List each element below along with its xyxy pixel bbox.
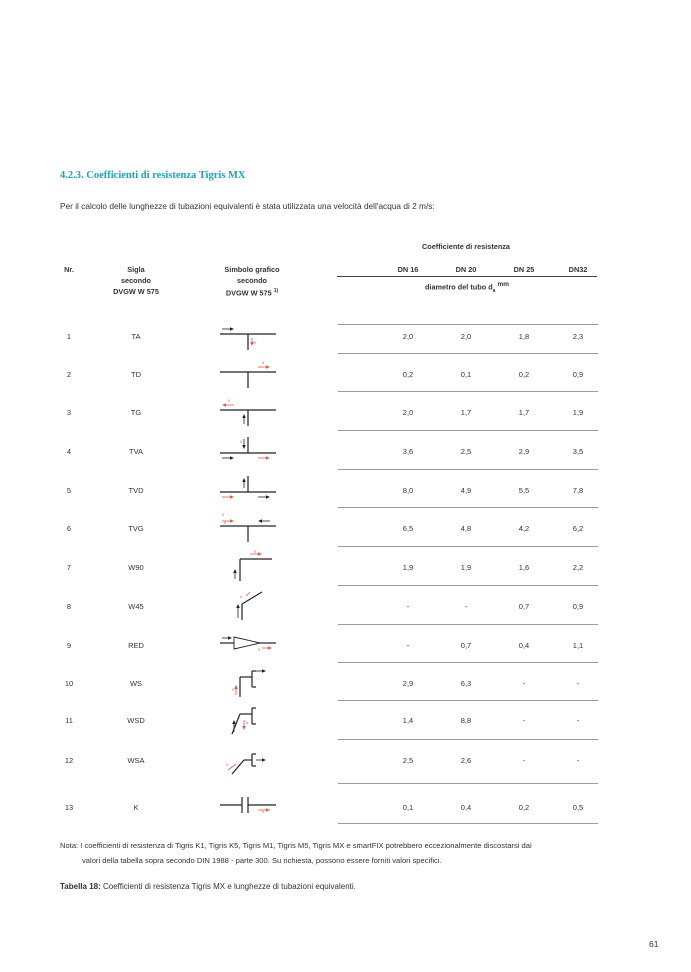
col-header-sigla-line: Sigla — [127, 265, 145, 274]
row-number: 11 — [65, 716, 73, 725]
col-header-symbol-line — [210, 286, 294, 298]
row-value-dn-0: 1,9 — [402, 563, 414, 572]
row-value-dn-3: 3,5 — [572, 447, 584, 456]
row-value-dn-0: 2,0 — [402, 408, 414, 417]
row-value-dn-1: - — [464, 602, 468, 611]
row-sigla: TVD — [128, 486, 144, 495]
row-value-dn-2: - — [522, 716, 526, 725]
row-divider — [338, 823, 598, 824]
col-header-dn25: DN 25 — [513, 265, 535, 274]
row-value-dn-1: 2,5 — [460, 447, 472, 456]
row-sigla: RED — [128, 641, 144, 650]
row-value-dn-0: 3,6 — [402, 447, 414, 456]
row-value-dn-1: 2,6 — [460, 756, 472, 765]
row-value-dn-2: 0,2 — [518, 803, 530, 812]
fitting-symbol-ta — [218, 320, 278, 350]
col-header-symbol-line: Simbolo grafico — [224, 265, 280, 274]
row-value-dn-2: - — [522, 679, 526, 688]
row-value-dn-3: 7,8 — [572, 486, 584, 495]
section-title: 4.2.3. Coefficienti di resistenza Tigris MX — [60, 170, 246, 181]
row-value-dn-0: 2,0 — [402, 332, 414, 341]
row-value-dn-0: 2,5 — [402, 756, 414, 765]
row-divider — [338, 469, 598, 470]
diameter-unit: mm — [497, 281, 510, 288]
row-value-dn-1: 4,9 — [460, 486, 472, 495]
fitting-symbol-w45 — [218, 590, 278, 620]
diameter-subscript: a — [492, 287, 496, 294]
row-divider — [338, 783, 598, 784]
row-value-dn-1: 1,7 — [460, 408, 472, 417]
row-value-dn-1: 0,7 — [460, 641, 472, 650]
col-header-sigla-line: DVGW W 575 — [113, 287, 159, 296]
row-number: 13 — [64, 803, 74, 812]
row-value-dn-0: - — [406, 602, 410, 611]
svg-text:v: v — [228, 398, 231, 403]
row-value-dn-2: 0,4 — [518, 641, 530, 650]
row-divider — [338, 739, 598, 740]
row-value-dn-0: 0,1 — [402, 803, 414, 812]
row-sigla: TG — [130, 408, 142, 417]
note — [60, 838, 635, 868]
row-value-dn-3: 1,9 — [572, 408, 584, 417]
row-sigla: TVA — [128, 447, 144, 456]
fitting-symbol-tvd — [218, 474, 278, 504]
row-value-dn-2: 1,6 — [518, 563, 530, 572]
svg-text:v: v — [240, 439, 243, 444]
fitting-symbol-tvg — [218, 512, 278, 542]
svg-text:v: v — [254, 549, 257, 554]
row-number: 1 — [66, 332, 72, 341]
fitting-symbol-wsd — [218, 704, 278, 734]
fitting-symbol-w90 — [218, 551, 278, 581]
fitting-symbol-td — [218, 358, 278, 388]
diameter-label — [337, 279, 597, 297]
fitting-symbol-wsa — [218, 744, 278, 774]
row-value-dn-1: 2,0 — [460, 332, 472, 341]
col-header-dn20: DN 20 — [455, 265, 477, 274]
row-value-dn-2: 1,8 — [518, 332, 530, 341]
row-sigla: K — [133, 803, 139, 812]
row-sigla: WSD — [127, 716, 145, 725]
row-divider — [338, 546, 598, 547]
row-number: 12 — [64, 756, 74, 765]
row-sigla: W90 — [128, 563, 144, 572]
row-value-dn-3: 0,9 — [572, 602, 584, 611]
row-value-dn-1: 0,1 — [460, 370, 472, 379]
fitting-symbol-red — [218, 629, 278, 659]
fitting-symbol-tg — [218, 396, 278, 426]
row-value-dn-3: - — [576, 716, 580, 725]
row-value-dn-0: - — [406, 641, 410, 650]
row-value-dn-2: 0,7 — [518, 602, 530, 611]
row-value-dn-2: 4,2 — [518, 524, 530, 533]
fitting-symbol-k — [218, 791, 278, 821]
col-header-dn16: DN 16 — [397, 265, 419, 274]
col-header-symbol — [210, 264, 294, 298]
svg-text:v: v — [222, 512, 225, 517]
header-bottom-line — [338, 324, 598, 325]
row-value-dn-0: 6,5 — [402, 524, 414, 533]
fitting-symbol-ws — [218, 667, 278, 697]
row-value-dn-0: 8,0 — [402, 486, 414, 495]
row-number: 6 — [66, 524, 72, 533]
row-value-dn-1: 0,4 — [460, 803, 472, 812]
row-number: 2 — [66, 370, 72, 379]
row-divider — [338, 700, 598, 701]
col-header-symbol-line: secondo — [236, 276, 267, 285]
row-number: 5 — [66, 486, 72, 495]
row-sigla: W45 — [128, 602, 144, 611]
row-value-dn-3: 1,1 — [572, 641, 584, 650]
row-number: 4 — [66, 447, 72, 456]
intro-text: Per il calcolo delle lunghezze di tubazioni equivalenti è stata utilizzata una velocità dell'acqua di 2 m/s: — [60, 201, 435, 211]
row-divider — [338, 391, 598, 392]
row-value-dn-3: 2,3 — [572, 332, 584, 341]
row-divider — [338, 507, 598, 508]
row-value-dn-2: 2,9 — [518, 447, 530, 456]
row-number: 3 — [66, 408, 72, 417]
row-value-dn-2: 5,5 — [518, 486, 530, 495]
row-value-dn-1: 6,3 — [460, 679, 472, 688]
row-value-dn-3: 0,5 — [572, 803, 584, 812]
row-sigla: TA — [131, 332, 141, 341]
row-value-dn-3: 2,2 — [572, 563, 584, 572]
caption-text: Coefficienti di resistenza Tigris MX e lunghezze di tubazioni equivalenti. — [100, 882, 356, 891]
page-number: 61 — [649, 939, 659, 949]
diameter-label-text: diametro del tubo d — [424, 282, 493, 292]
row-value-dn-2: 0,2 — [518, 370, 530, 379]
row-value-dn-0: 2,9 — [402, 679, 414, 688]
row-sigla: TVG — [128, 524, 144, 533]
row-divider — [338, 585, 598, 586]
col-header-sigla-line: secondo — [120, 276, 151, 285]
row-sigla: WS — [129, 679, 143, 688]
fitting-symbol-tva — [218, 435, 278, 465]
svg-text:v: v — [226, 762, 229, 767]
row-value-dn-1: 8,8 — [460, 716, 472, 725]
row-value-dn-2: 1,7 — [518, 408, 530, 417]
row-sigla: TD — [131, 370, 141, 379]
col-header-sigla — [100, 264, 172, 297]
col-header-dn32: DN32 — [568, 265, 588, 274]
svg-text:v: v — [232, 687, 235, 692]
row-number: 10 — [64, 679, 74, 688]
row-value-dn-2: - — [522, 756, 526, 765]
note-line-2: valori della tabella sopra secondo DIN 1988 - parte 300. Su richiesta, possono essere forniti valori specifici. — [82, 856, 442, 865]
svg-text:v: v — [258, 647, 261, 652]
col-header-nr: Nr. — [64, 265, 74, 274]
caption-label: Tabella 18: — [60, 882, 101, 891]
note-line-1: Nota: I coefficienti di resistenza di Tigris K1, Tigris K5, Tigris M1, Tigris M5, Tigris MX e smartFIX potrebbero eccezionalmente discostarsi dai — [60, 841, 532, 850]
row-divider — [338, 662, 598, 663]
svg-text:v: v — [240, 594, 243, 599]
row-value-dn-3: 0,9 — [572, 370, 584, 379]
row-sigla: WSA — [127, 756, 145, 765]
svg-text:v: v — [224, 520, 227, 525]
row-number: 8 — [66, 602, 72, 611]
svg-text:v: v — [254, 340, 257, 345]
row-value-dn-3: - — [576, 756, 580, 765]
symbol-header-text: DVGW W 575 — [225, 288, 272, 298]
row-divider — [338, 624, 598, 625]
row-divider — [338, 353, 598, 354]
row-divider — [338, 430, 598, 431]
svg-text:v: v — [246, 720, 249, 725]
row-number: 9 — [66, 641, 72, 650]
header-divider — [337, 276, 597, 277]
table-caption — [60, 882, 356, 891]
row-value-dn-0: 0,2 — [402, 370, 414, 379]
svg-text:v: v — [262, 809, 265, 814]
row-value-dn-0: 1,4 — [402, 716, 414, 725]
row-value-dn-1: 4,8 — [460, 524, 472, 533]
row-value-dn-3: - — [576, 679, 580, 688]
svg-text:v: v — [262, 360, 265, 365]
footnote-marker: 1) — [273, 288, 279, 294]
row-number: 7 — [66, 563, 72, 572]
row-value-dn-3: 6,2 — [572, 524, 584, 533]
row-value-dn-1: 1,9 — [460, 563, 472, 572]
coefficient-header: Coefficiente di resistenza — [422, 242, 510, 251]
